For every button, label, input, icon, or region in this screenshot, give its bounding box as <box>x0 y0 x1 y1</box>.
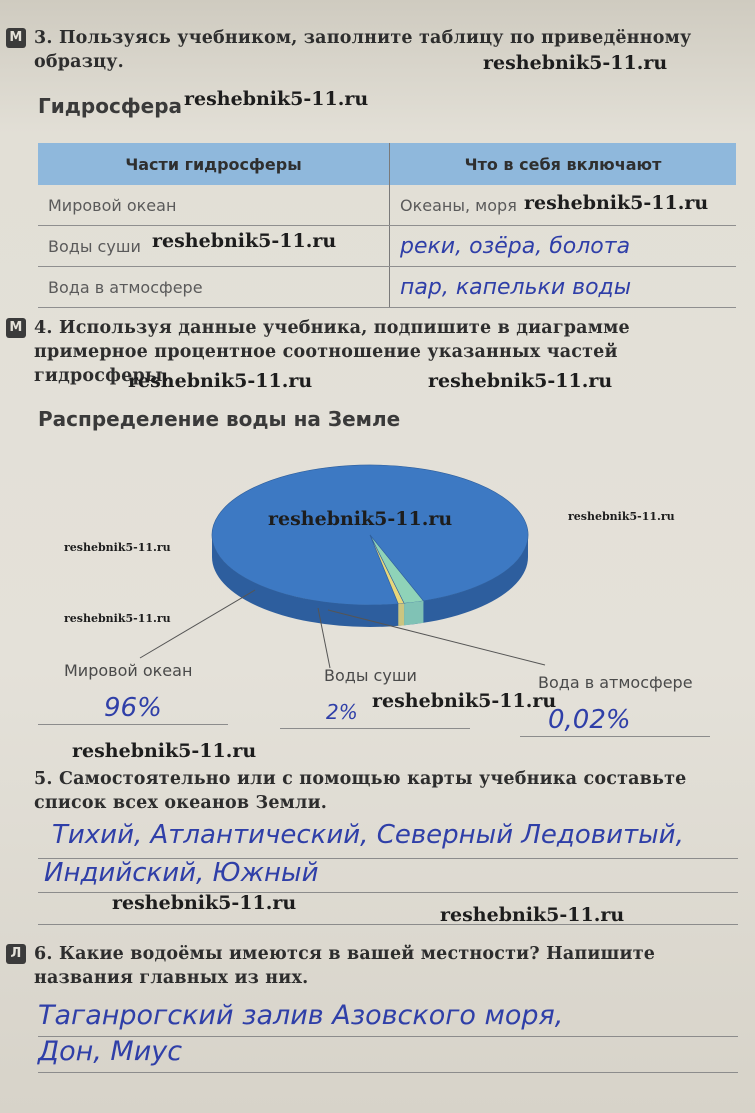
table-cell-part: Мировой океан <box>38 185 390 226</box>
watermark: reshebnik5-11.ru <box>372 690 557 712</box>
watermark: reshebnik5-11.ru <box>524 192 709 214</box>
watermark: reshebnik5-11.ru <box>568 510 675 523</box>
pie-slice-side-3 <box>398 603 404 626</box>
table-header: Что в себя включают <box>390 143 737 185</box>
table-cell-includes <box>390 226 737 267</box>
table-cell-includes: Океаны, моря <box>390 185 737 226</box>
watermark: reshebnik5-11.ru <box>268 508 453 530</box>
pie-slice-side-2 <box>404 601 423 625</box>
table-cell-includes <box>390 267 737 308</box>
chart-value-label: 96% <box>104 693 162 723</box>
chart-category-label: Мировой океан <box>64 661 193 680</box>
watermark: reshebnik5-11.ru <box>184 88 369 110</box>
task-3-text: 3. Пользуясь учебником, заполните таблицу по приведённому образцу. <box>34 28 692 72</box>
handwritten-answer: Дон, Миус <box>38 1036 183 1067</box>
chart-value-label: 0,02% <box>548 705 631 735</box>
table-header-row <box>38 143 736 185</box>
chart-category-label: Воды суши <box>324 666 417 685</box>
watermark: reshebnik5-11.ru <box>112 892 297 914</box>
watermark: reshebnik5-11.ru <box>483 52 668 74</box>
table-row <box>38 226 736 267</box>
table-row <box>38 267 736 308</box>
task-5-text: 5. Самостоятельно или с помощью карты учебника составьте список всех океанов Земли. <box>34 769 687 813</box>
chart-category-label: Вода в атмосфере <box>538 673 693 692</box>
watermark: reshebnik5-11.ru <box>64 612 171 625</box>
watermark: reshebnik5-11.ru <box>428 370 613 392</box>
handwritten-answer: Таганрогский залив Азовского моря, <box>38 1000 564 1031</box>
answer-line <box>280 728 470 729</box>
answer-line <box>38 724 228 725</box>
handwritten-answer: реки, озёра, болота <box>400 233 631 259</box>
chart-value-label: 2% <box>326 700 358 724</box>
task-6-text: 6. Какие водоёмы имеются в вашей местности? Напишите названия главных из них. <box>34 944 656 988</box>
watermark: reshebnik5-11.ru <box>72 740 257 762</box>
chart-title: Распределение воды на Земле <box>38 407 401 431</box>
watermark: reshebnik5-11.ru <box>152 230 337 252</box>
table-cell-part: Вода в атмосфере <box>38 267 390 308</box>
task-method-icon: M <box>6 28 26 48</box>
answer-line <box>38 924 738 925</box>
task-4-text: 4. Используя данные учебника, подпишите в диаграмме примерное процентное соотношение указанных частей гидросферы. <box>34 318 630 386</box>
watermark: reshebnik5-11.ru <box>440 904 625 926</box>
table-cell-part: Воды суши <box>38 226 390 267</box>
task-method-icon: M <box>6 318 26 338</box>
table-header: Части гидросферы <box>38 143 390 185</box>
answer-line <box>38 1072 738 1073</box>
handwritten-answer: Тихий, Атлантический, Северный Ледовитый, <box>52 820 684 850</box>
hydro-title: Гидросфера <box>38 94 183 118</box>
handwritten-answer: пар, капельки воды <box>400 274 632 300</box>
watermark: reshebnik5-11.ru <box>128 370 313 392</box>
answer-line <box>520 736 710 737</box>
task-5 <box>34 767 733 815</box>
handwritten-answer: Индийский, Южный <box>44 858 319 888</box>
watermark: reshebnik5-11.ru <box>64 541 171 554</box>
task-method-icon: Л <box>6 944 26 964</box>
hydrosphere-table <box>38 143 736 308</box>
task-6 <box>10 942 733 990</box>
